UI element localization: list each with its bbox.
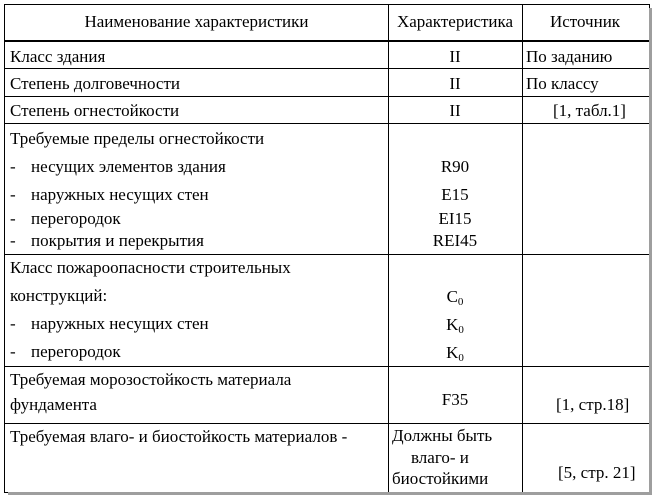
header-source: Источник xyxy=(549,12,621,31)
list-item-value: E15 xyxy=(441,185,469,204)
row-divider xyxy=(5,96,649,97)
header-value: Характеристика xyxy=(396,12,514,31)
row-value: II xyxy=(449,101,461,120)
row-divider xyxy=(5,68,649,69)
list-item-label: несущих элементов здания xyxy=(31,157,226,176)
row-name-continued: конструкций: xyxy=(10,286,108,305)
row-divider xyxy=(5,254,649,255)
row-value-continued: биостойкими xyxy=(392,469,489,488)
table-shadow-right xyxy=(649,8,652,493)
row-name: Требуемые пределы огнестойкости xyxy=(10,129,265,148)
row-divider xyxy=(5,423,649,424)
row-value-continued: влаго- и xyxy=(411,448,469,467)
list-item-label: покрытия и перекрытия xyxy=(31,231,204,250)
list-item-label: наружных несущих стен xyxy=(31,185,209,204)
row-source: По заданию xyxy=(526,47,613,66)
header-name: Наименование характеристики xyxy=(84,12,309,31)
list-dash: - xyxy=(10,157,16,176)
list-item-value: EI15 xyxy=(438,209,472,228)
list-dash: - xyxy=(10,314,16,333)
row-value: II xyxy=(449,74,461,93)
row-name: Класс здания xyxy=(10,47,106,66)
row-source: [1, табл.1] xyxy=(553,101,626,120)
row-value: Должны быть xyxy=(392,426,493,445)
list-item-label: перегородок xyxy=(31,209,121,228)
column-divider xyxy=(522,5,523,492)
list-dash: - xyxy=(10,342,16,361)
list-item-label: перегородок xyxy=(31,342,121,361)
list-item-value: $K_0$ xyxy=(446,343,464,364)
row-divider xyxy=(5,123,649,124)
row-divider xyxy=(5,366,649,367)
row-source: [1, стр.18] xyxy=(556,395,630,414)
characteristics-table xyxy=(4,4,650,493)
row-name: Степень огнестойкости xyxy=(10,101,180,120)
list-dash: - xyxy=(10,231,16,250)
row-name: Класс пожароопасности строительных xyxy=(10,258,291,277)
table-shadow-bottom xyxy=(8,492,652,495)
list-item-value: R90 xyxy=(440,157,470,176)
list-dash: - xyxy=(10,185,16,204)
list-item-label: наружных несущих стен xyxy=(31,314,209,333)
row-name: Требуемая влаго- и биостойкость материалов - xyxy=(10,427,348,446)
list-item-value: $K_0$ xyxy=(446,315,464,336)
list-dash: - xyxy=(10,209,16,228)
row-value: $C_0$ xyxy=(446,287,464,308)
header-divider xyxy=(5,40,649,42)
row-source: [5, стр. 21] xyxy=(558,463,636,482)
list-item-value: REI45 xyxy=(432,231,478,250)
row-value: F35 xyxy=(441,390,469,409)
row-source: По классу xyxy=(526,74,599,93)
row-value: II xyxy=(449,47,461,66)
row-name-continued: фундамента xyxy=(10,395,97,414)
row-name: Требуемая морозостойкость материала xyxy=(10,370,292,389)
row-name: Степень долговечности xyxy=(10,74,180,93)
